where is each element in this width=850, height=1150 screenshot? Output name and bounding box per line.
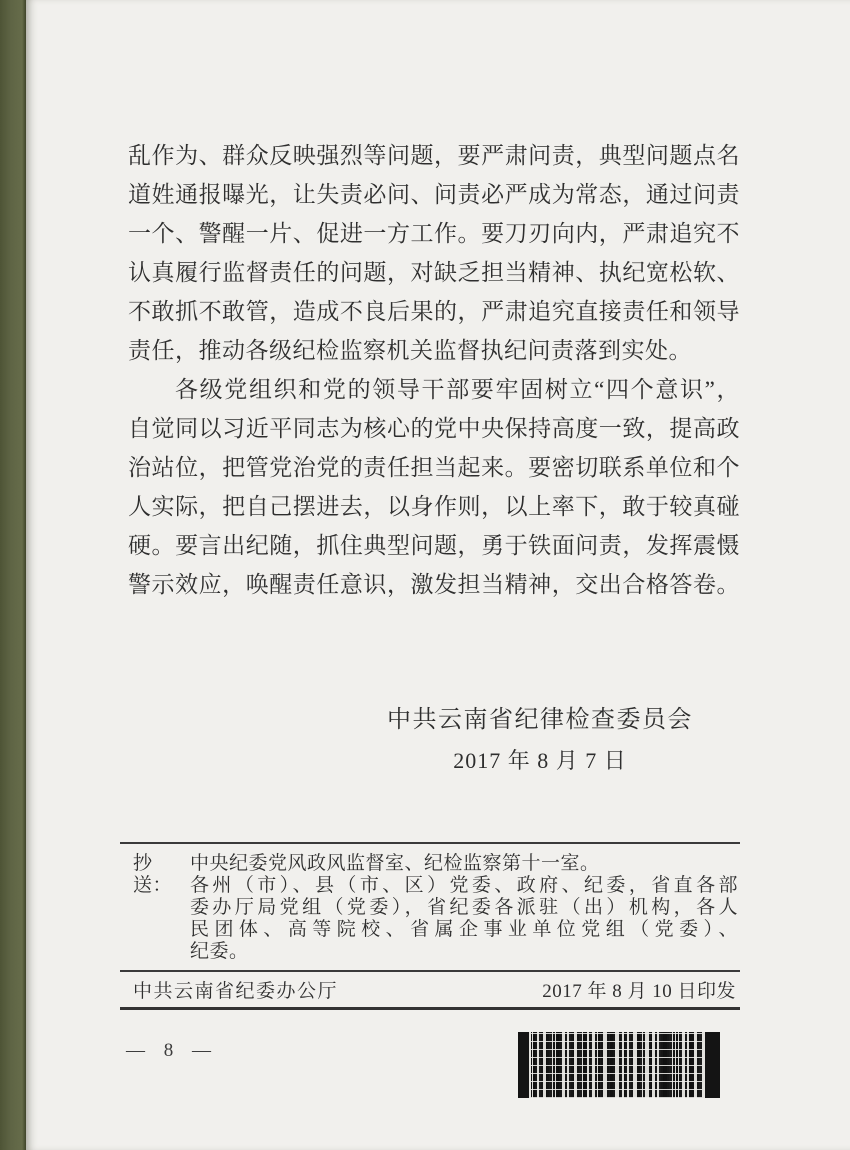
print-date: 2017 年 8 月 10 日印发 (542, 981, 736, 1002)
document-body (128, 136, 740, 604)
cc-content (190, 853, 740, 963)
page-number: — 8 — (126, 1040, 218, 1061)
cc-line: 纪委。 (190, 941, 249, 962)
cc-line: 各州（市）、县（市、区）党委、政府、纪委，省直各部 (190, 875, 738, 896)
body-line-paragraph-end: 警示效应，唤醒责任意识，激发担当精神，交出合格答卷。 (128, 572, 740, 597)
body-line: 人实际，把自己摆进去，以身作则，以上率下，敢于较真碰 (128, 494, 740, 519)
cc-line: 委办厅局党组（党委），省纪委各派驻（出）机构，各人 (190, 897, 738, 918)
body-line: 一个、警醒一片、促进一方工作。要刀刃向内，严肃追究不 (128, 221, 740, 246)
body-line: 自觉同以习近平同志为核心的党中央保持高度一致，提高政 (128, 416, 740, 441)
signature-date: 2017 年 8 月 7 日 (453, 748, 627, 773)
body-line: 乱作为、群众反映强烈等问题，要严肃问责，典型问题点名 (128, 143, 740, 168)
body-line-paragraph-start: 各级党组织和党的领导干部要牢固树立“四个意识”， (175, 377, 740, 402)
cc-label: 抄送： (133, 853, 173, 896)
body-line: 治站位，把管党治党的责任担当起来。要密切联系单位和个 (128, 455, 740, 480)
colophon-row (120, 972, 740, 1010)
body-line-paragraph-end: 责任，推动各级纪检监察机关监督执纪问责落到实处。 (128, 338, 692, 363)
body-line: 不敢抓不敢管，造成不良后果的，严肃追究直接责任和领导 (128, 299, 740, 324)
body-line: 硬。要言出纪随，抓住典型问题，勇于铁面问责，发挥震慑 (128, 533, 740, 558)
signature-block (387, 702, 693, 784)
body-line: 道姓通报曝光，让失责必问、问责必严成为常态，通过问责 (128, 182, 740, 207)
scanner-background-strip (0, 0, 26, 1150)
issuing-office: 中共云南省纪委办公厅 (133, 981, 339, 1002)
body-line: 认真履行监督责任的问题，对缺乏担当精神、执纪宽松软、 (128, 260, 740, 285)
cc-line: 民团体、高等院校、省属企事业单位党组（党委）、 (190, 919, 738, 940)
signature-organization: 中共云南省纪律检查委员会 (387, 707, 693, 733)
pdf417-barcode-icon (518, 1032, 720, 1098)
cc-line: 中央纪委党风政风监督室、纪检监察第十一室。 (190, 853, 600, 874)
document-page (26, 0, 850, 1150)
cc-distribution-box (120, 842, 740, 972)
